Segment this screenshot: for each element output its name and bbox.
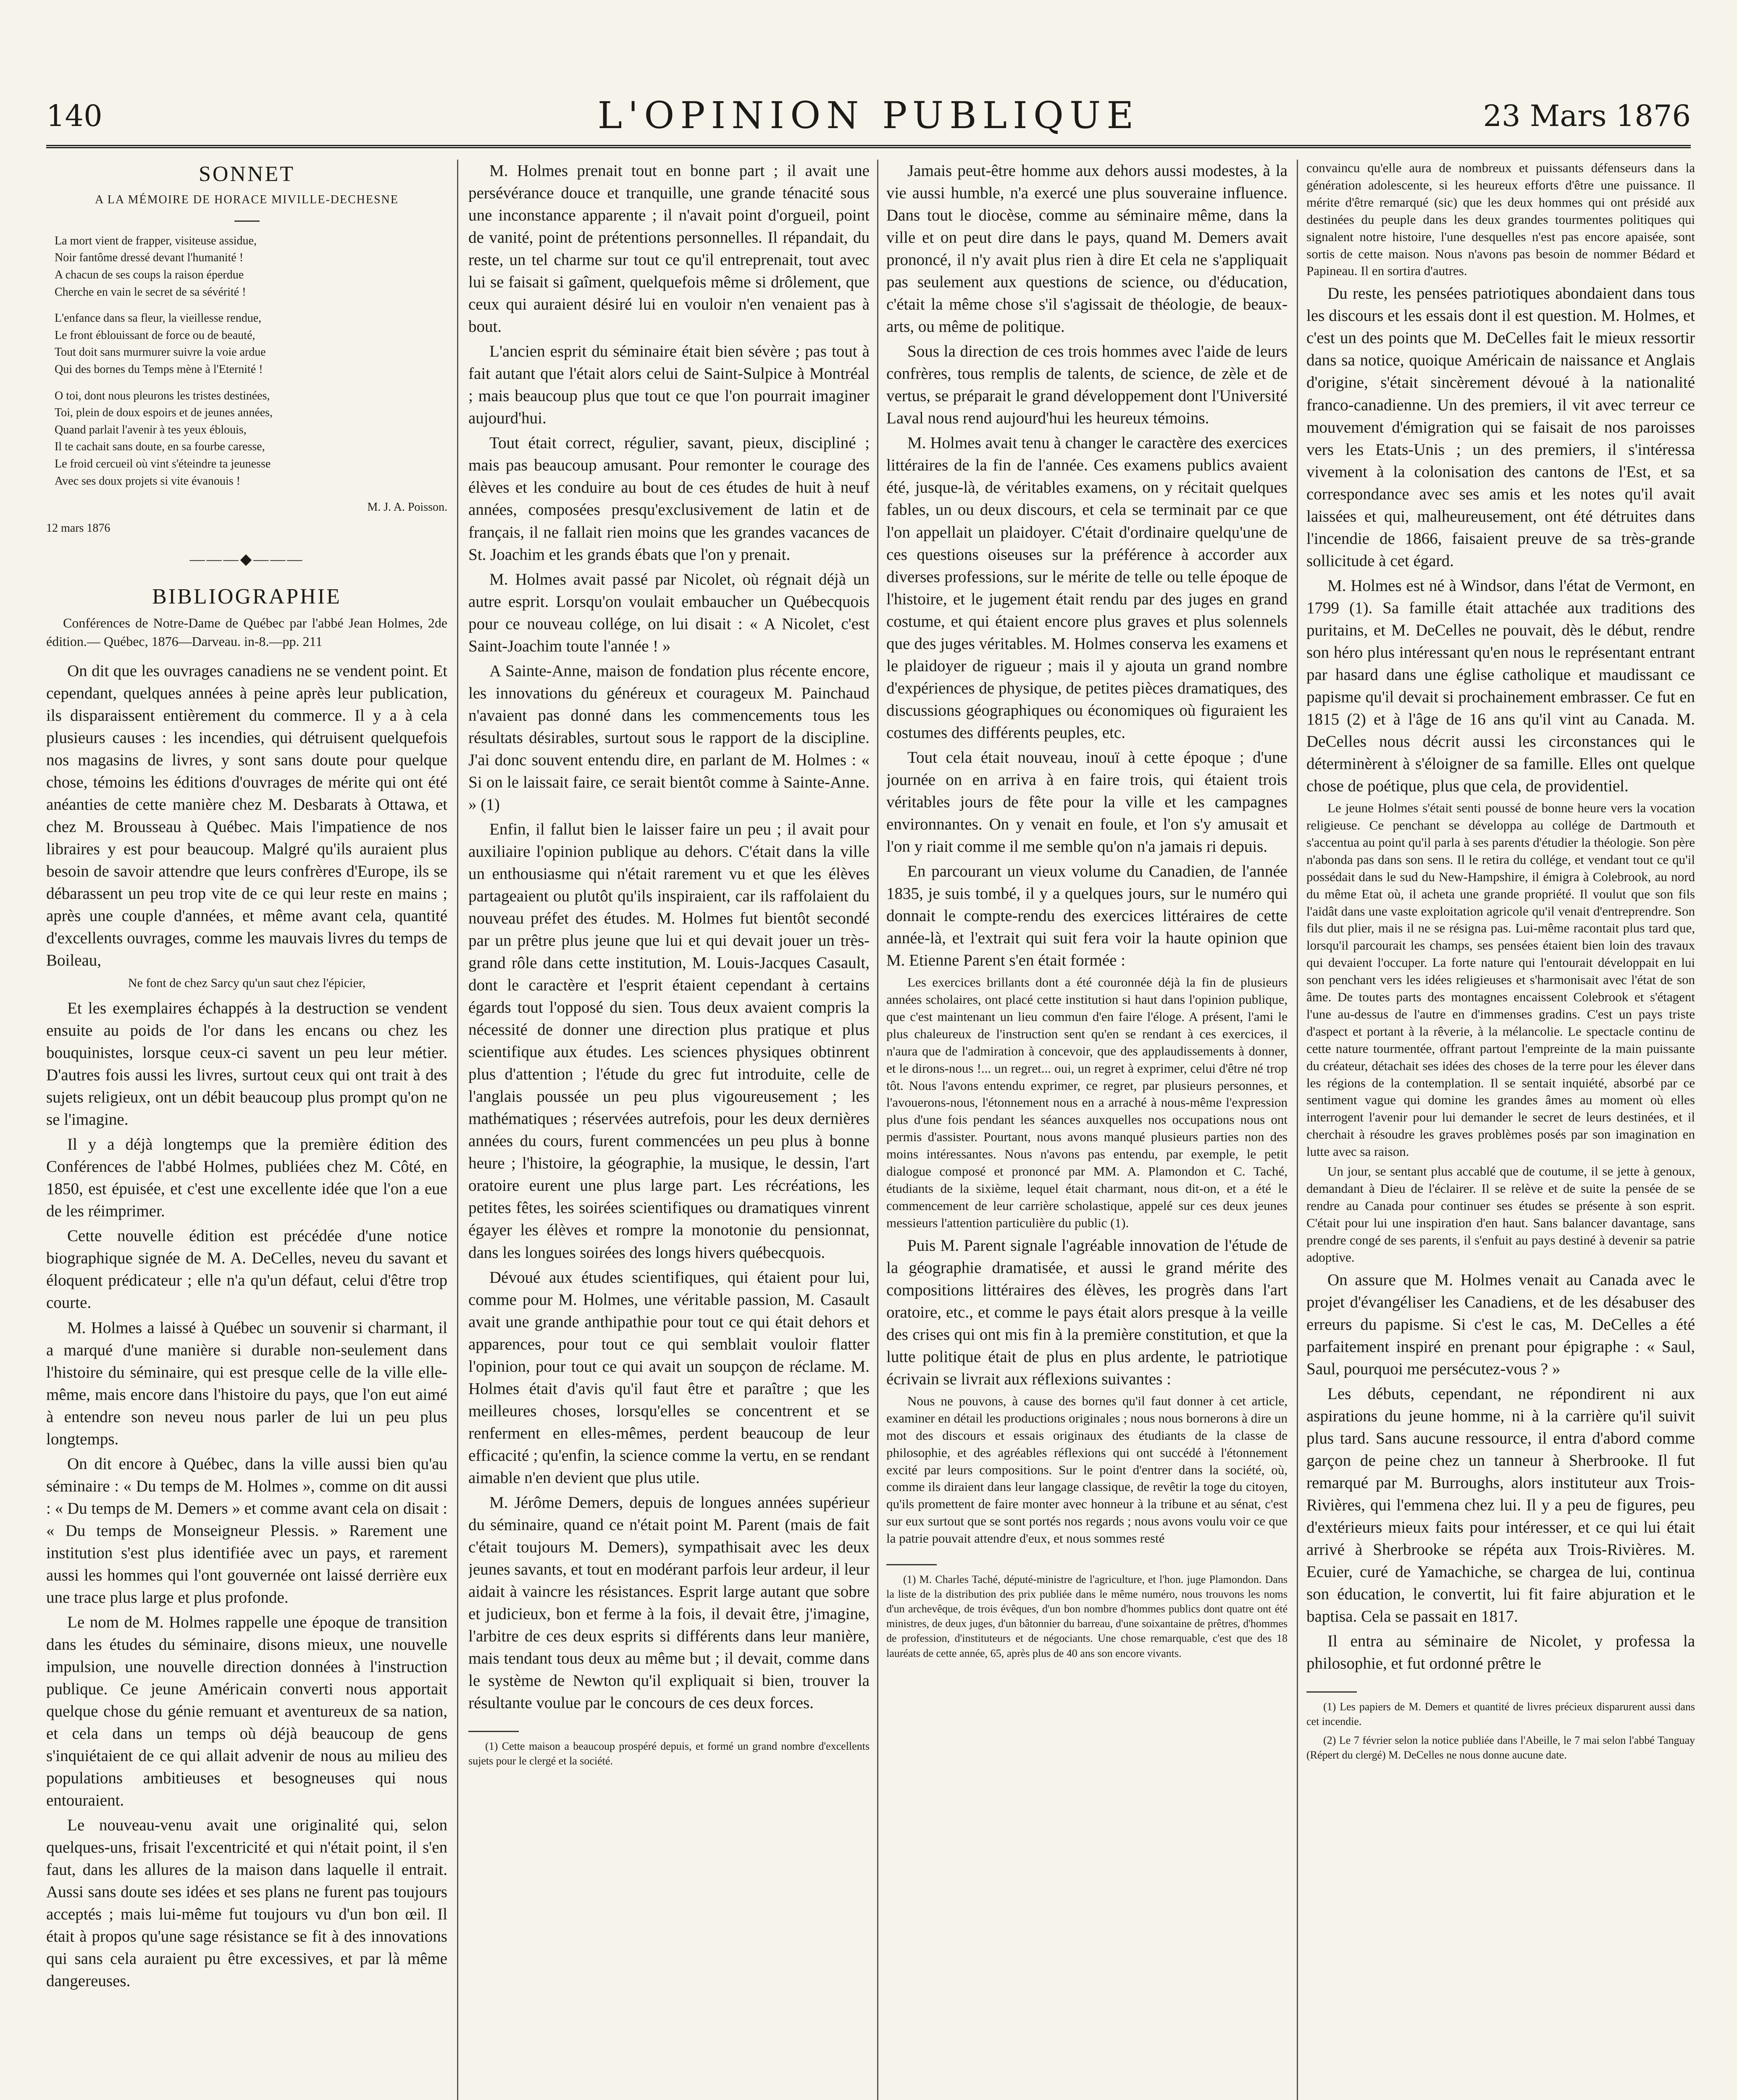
article-paragraph: Tout cela était nouveau, inouï à cette époque ; d'une journée on en arriva à en faire trois, qui étaient trois véritables jours de fête pour la ville et les campagnes environnantes. On y venait en foule, et l'on s'y amusait et l'on y riait comme il me semble qu'on n'a jamais ri depuis. <box>886 748 1288 856</box>
stanza-3 <box>55 388 447 490</box>
quoted-extract: Le jeune Holmes s'était senti poussé de bonne heure vers la vocation religieuse. Ce penchant se développa au collége de Dartmouth et s'accentua au point qu'il parla à ses parents d'étudier la théologie. Son père n'abonda pas dans son sens. Il le retira du collége, et vendant tout ce qu'il possédait dans le sud du New-Hampshire, il émigra à Colebrook, au nord du même Etat où, il acheta une grande propriété. Il voulut que son fils l'aidât dans une vaste exploitation agricole qu'il venait d'entreprendre. Son fils dut plier, mais il ne se résigna pas. Lui-même racontait plus tard que, lorsqu'il parcourait les champs, ses pensées étaient bien loin des travaux qui devaient l'occuper. La forte nature qui l'entourait développait en lui son penchant vers les idées religieuses et s'harmonisait avec l'état de son âme. De toutes parts des montagnes encaissent Colebrook et s'étagent l'une au-dessus de l'autre en d'immenses gradins. C'est un pays triste d'aspect et portant à la rêverie, à la mélancolie. Le spectacle continu de cette nature tourmentée, offrant partout l'empreinte de la main puissante du créateur, détachait ses idées des choses de la terre pour les élever dans les régions de la contemplation. Il se sentait inquiété, absorbé par ce sentiment vague qui domine les grandes âmes au moment où elles interrogent l'avenir pour lui demander le secret de leurs destinées, et il cherchait à résoudre les graves problèmes posés par son imagination en lutte avec sa raison. <box>1306 801 1695 1159</box>
footnote-rule <box>468 1731 519 1732</box>
article-paragraph: Sous la direction de ces trois hommes avec l'aide de leurs confrères, tous remplis de talents, de science, de zèle et de vertus, se préparait le grand développement dont l'Université Laval nous rend aujourd'hui les heureux témoins. <box>886 342 1288 428</box>
quoted-extract: convaincu qu'elle aura de nombreux et puissants défenseurs dans la génération adolescente, si les heureux efforts d'être une puissance. Il mérite d'être remarqué (sic) que les deux hommes qui ont présidé aux destinées du peuple dans les deux grandes tourmentes politiques qui signalent notre histoire, l'une desquelles n'est pas encore apaisée, sont sortis de cette maison. Nous n'avons pas besoin de nommer Bédard et Papineau. Il en sortira d'autres. <box>1306 160 1695 278</box>
article-paragraph: Puis M. Parent signale l'agréable innovation de l'étude de la géographie dramatisée, et aussi le grand mérite des compositions littéraires des élèves, les progrès dans l'art oratoire, etc., et comme le pays était alors presque à la veille des crises qui ont mis fin à la première constitution, et que la lutte politique était de plus en plus ardente, le patriotique écrivain se livrait aux réflexions suivantes : <box>886 1236 1288 1388</box>
article-paragraph: Le nom de M. Holmes rappelle une époque de transition dans les études du séminaire, disons mieux, une nouvelle impulsion, une nouvelle direction données à l'instruction publique. Ce jeune Américain converti nous apportait quelque chose du génie remuant et aventureux de sa nation, et cela dans un temps où déjà beaucoup de gens s'inquiétaient de ce qui allait advenir de nous au milieu des populations ambitieuses et besogneuses qui nous entouraient. <box>46 1613 447 1810</box>
poem-line: Noir fantôme dressé devant l'humanité ! <box>55 251 244 265</box>
quoted-extract: Nous ne pouvons, à cause des bornes qu'il faut donner à cet article, examiner en détail les productions originales ; nous nous bornerons à dire un mot des discours et essais originaux des étudiants de la classe de philosophie, et des agréables réflexions qui ont succédé à l'étonnement excité par leurs compositions. Sur le point d'entrer dans la société, où, comme ils diraient dans leur langage classique, de revêtir la toge du citoyen, qu'ils promettent de faire monter avec honneur à la tribune et au sénat, c'est sur eux surtout que se sont portés nos regards ; nous avons voulu voir ce que la patrie pouvait attendre d'eux, et nous sommes resté <box>886 1393 1288 1546</box>
article-paragraph: Il entra au séminaire de Nicolet, y professa la philosophie, et fut ordonné prêtre le <box>1306 1632 1695 1673</box>
ornament-divider: ―――◆――― <box>189 550 304 567</box>
quoted-verse: Ne font de chez Sarcy qu'un saut chez l'épicier, <box>128 976 366 990</box>
column-4 <box>1306 160 1695 2100</box>
column-rule <box>457 160 458 2100</box>
issue-date: 23 Mars 1876 <box>1483 99 1691 133</box>
footnote: (1) Les papiers de M. Demers et quantité de livres précieux disparurent aussi dans cet incendie. <box>1306 1701 1695 1728</box>
footnote: (1) Cette maison a beaucoup prospéré depuis, et formé un grand nombre d'excellents sujets pour le clergé et la société. <box>468 1740 870 1767</box>
article-paragraph: Du reste, les pensées patriotiques abondaient dans tous les discours et les essais dont il est question. M. Holmes, et c'est un des points que M. DeCelles fait le mieux ressortir dans sa notice, quoique Américain de naissance et Anglais d'origine, s'était sincèrement dévoué à la nationalité franco-canadienne. Un des premiers, il vit avec terreur ce mouvement d'émigration qui se faisait de nos paroisses vers les Etats-Unis ; un des premiers, il s'intéressa vivement à la colonisation des cantons de l'Est, et sa correspondance avec ses amis et les notes qu'il avait laissées et qui, malheureusement, ont été détruites dans l'incendie de 1866, faisaient preuve de sa très-grande sollicitude à cet égard. <box>1306 284 1695 570</box>
article-paragraph: On assure que M. Holmes venait au Canada avec le projet d'évangéliser les Canadiens, et de les désabuser des erreurs du papisme. Si c'est le cas, M. DeCelles a été parfaitement inspiré en prenant pour épigraphe : « Saul, Saul, pourquoi me persécutez-vous ? » <box>1306 1270 1695 1378</box>
column-rule <box>1297 160 1298 2100</box>
quoted-extract: Les exercices brillants dont a été couronnée déjà la fin de plusieurs années scholaires, ont placé cette institution si haut dans l'opinion publique, que c'est maintenant un lieu commun d'en faire l'éloge. A présent, l'ami le plus chaleureux de l'instruction sent qu'en se rendant à ces exercices, il n'aura que de l'admiration à concevoir, que des applaudissements à donner, et le dirons-nous !... un regret... oui, un regret à exprimer, celui d'être né trop tôt. Nous l'avons entendu exprimer, ce regret, par plusieurs personnes, et l'avouerons-nous, l'étonnement nous en a arraché à nous-même l'expression plus d'une fois pendant les séances auxquelles nos occupations nous ont permis d'assister. Pourtant, nous avons manqué plusieurs parties non des moins intéressantes. Nous n'avons pas entendu, par exemple, le petit dialogue composé et prononcé par MM. A. Plamondon et C. Taché, étudiants de la sixième, lequel était charmant, nous dit-on, et a été le commencement de leur carrière scholastique, appelé sur ces deux jeunes messieurs l'attention particulière du public (1). <box>886 975 1288 1230</box>
poem-line: Avec ses doux projets si vite évanouis ! <box>55 474 240 488</box>
footnote-rule <box>886 1564 937 1565</box>
sonnet-subtitle: A LA MÉMOIRE DE HORACE MIVILLE-DECHESNE <box>95 193 399 206</box>
article-paragraph: Et les exemplaires échappés à la destruction se vendent ensuite au poids de l'or dans les encans ou chez les bouquinistes, lorsque ceux-ci savent un peu leur métier. D'autres fois aussi les livres, surtout ceux qui ont trait à des sujets religieux, ont un débit beaucoup plus prompt qu'on ne se l'imagine. <box>46 999 447 1129</box>
article-paragraph: Enfin, il fallut bien le laisser faire un peu ; il avait pour auxiliaire l'opinion publique au dehors. C'était dans la ville un enthousiasme qui n'était rarement vu et que les élèves partageaient ou plutôt qu'ils inspiraient, car ils raffolaient du nouveau préfet des études. M. Holmes fut bientôt secondé par un prêtre plus jeune que lui et qui devait jouer un très-grand rôle dans cette institution, M. Louis-Jacques Casault, dont le caractère et l'esprit étaient cependant à certains égards tout l'opposé du sien. Tous deux avaient compris la nécessité de donner une direction plus pratique et plus scientifique aux études. Les sciences physiques obtinrent plus d'attention ; l'étude du grec fut introduite, celle de l'anglais poussée un peu plus vigoureusement ; les mathématiques ; réservées autrefois, pour les deux dernières années du cours, furent commencées un peu plus à bonne heure ; l'histoire, la géographie, la musique, le dessin, l'art oratoire eurent une plus large part. Les récréations, les petites fêtes, les soirées scientifiques ou dramatiques vinrent égayer les élèves et rompre la monotonie du pensionnat, dans les longues soirées des longs hivers québecquois. <box>468 820 870 1262</box>
bibliographie-title: BIBLIOGRAPHIE <box>152 584 342 609</box>
bibliographic-reference: Conférences de Notre-Dame de Québec par l'abbé Jean Holmes, 2de édition.— Québec, 1876—Darveau. in-8.—pp. 211 <box>46 615 447 649</box>
poem-line: A chacun de ses coups la raison éperdue <box>55 268 244 281</box>
sonnet-signature: M. J. A. Poisson. <box>367 501 447 514</box>
article-paragraph: M. Holmes avait passé par Nicolet, où régnait déjà un autre esprit. Lorsqu'on voulait embaucher un Québecquois pour ce nouveau collége, on lui disait : « A Nicolet, c'est Saint-Joachim toute l'année ! » <box>468 570 870 655</box>
article-paragraph: Tout était correct, régulier, savant, pieux, discipliné ; mais pas beaucoup amusant. Pour remonter le courage des élèves et les conduire au bout de ces études de huit à neuf années, composées presqu'exclusivement de latin et de français, il ne fallait rien moins que les grandes vacances de St. Joachim et les grands ébats que l'on y prenait. <box>468 434 870 564</box>
sonnet-title: SONNET <box>198 162 295 186</box>
article-paragraph: Dévoué aux études scientifiques, qui étaient pour lui, comme pour M. Holmes, une véritable passion, M. Casault avait une grande anthipathie pour tout ce qui était dehors et apparences, pour tout ce qui semblait vouloir flatter l'opinion, pour tout ce qui avait un soupçon de réclame. M. Holmes était d'avis qu'il faut être et paraître ; que les meilleures choses, lorsqu'elles se concentrent et se renferment en elles-mêmes, perdent beaucoup de leur efficacité ; qu'enfin, la science comme la vertu, en se rendant aimable n'en devient que plus utile. <box>468 1268 870 1487</box>
poem-line: L'enfance dans sa fleur, la vieillesse rendue, <box>55 312 262 325</box>
article-paragraph: On dit que les ouvrages canadiens ne se vendent point. Et cependant, quelques années à peine après leur publication, ils disparaissent entièrement du commerce. Il y a à cela plusieurs causes : les incendies, qui détruisent quelquefois nos magasins de livres, y sont sans doute pour quelque chose, témoins les éditions d'ouvrages de mérite qui ont été anéanties de cette manière chez M. Desbarats à Ottawa, et chez M. Brousseau à Québec. Mais l'impatience de nos libraires y est pour beaucoup. Malgré qu'ils auraient plus besoin de savoir attendre que leurs confrères d'Europe, ils se débarassent un peu trop vite de ce qui leur reste en mains ; après une couple d'années, et même avant cela, quantité d'excellents ouvrages, comme les mauvais livres du temps de Boileau, <box>46 662 447 970</box>
column-2 <box>468 160 870 2100</box>
article-paragraph: M. Holmes prenait tout en bonne part ; il avait une persévérance douce et tranquille, une grande ténacité sous une inconstance apparente ; il n'avait point d'orgueil, point de vanité, point de prétentions personnelles. Il répandait, du reste, un tel charme sur tout ce qu'il entreprenait, tout avec lui se faisait si gaîment, quelquefois même si drôlement, que ceux qui auraient désiré lui en vouloir n'en venaient pas à bout. <box>468 162 870 336</box>
sonnet-poem <box>46 233 447 516</box>
article-paragraph: Il y a déjà longtemps que la première édition des Conférences de l'abbé Holmes, publiées chez M. Côté, en 1850, est épuisée, et c'est une excellente idée que l'on a eue de les réimprimer. <box>46 1135 447 1221</box>
poem-line: Le froid cercueil où vint s'éteindre ta jeunesse <box>55 457 271 470</box>
newspaper-title: L'OPINION PUBLIQUE <box>597 94 1140 137</box>
poem-line: La mort vient de frapper, visiteuse assidue, <box>55 234 257 247</box>
poem-line: Tout doit sans murmurer suivre la voie ardue <box>55 346 266 359</box>
article-paragraph: Jamais peut-être homme aux dehors aussi modestes, à la vie aussi humble, n'a exercé une plus souveraine influence. Dans tout le diocèse, comme au séminaire même, dans la ville et on peut dire dans le pays, quand M. Demers avait prononcé, il n'y avait plus rien à dire Et cela ne s'appliquait pas seulement aux questions de science, ou d'éducation, c'était la même chose s'il s'agissait de théologie, de beaux-arts, ou même de politique. <box>886 162 1288 336</box>
article-paragraph: En parcourant un vieux volume du Canadien, de l'année 1835, je suis tombé, il y a quelques jours, sur le numéro qui donnait le compte-rendu des exercices littéraires de cette année-là, et l'extrait qui suit fera voir la haute opinion que M. Etienne Parent s'en était formée : <box>886 862 1288 970</box>
stanza-2 <box>55 310 447 378</box>
footnote-rule <box>1306 1691 1357 1693</box>
article-paragraph: L'ancien esprit du séminaire était bien sévère ; pas tout à fait autant que l'était alors celui de Saint-Sulpice à Montréal ; mais beaucoup plus que tout ce que l'on pourrait imaginer aujourd'hui. <box>468 342 870 428</box>
page-number: 140 <box>46 99 102 133</box>
article-paragraph: On dit encore à Québec, dans la ville aussi bien qu'au séminaire : « Du temps de M. Holmes », comme on dit aussi : « Du temps de M. Demers » et comme avant cela on disait : « Du temps de Monseigneur Plessis. » Rarement une institution s'est plus identifiée avec un pays, et rarement aussi les hommes qui l'ont gouvernée ont laissé derrière eux une trace plus large et plus profonde. <box>46 1454 447 1606</box>
article-paragraph: Les débuts, cependant, ne répondirent ni aux aspirations du jeune homme, ni à la carrière qu'il suivit plus tard. Sans aucune ressource, il entra d'abord comme garçon de peine chez un tanneur à Sherbrooke. Il fut remarqué par M. Burroughs, alors instituteur aux Trois-Rivières, qui l'emmena chez lui. Il y a peu de figures, peu d'extérieurs mieux faits pour intéresser, et ce qui lui était arrivé à Sherbrooke se répéta aux Trois-Rivières. M. Ecuier, curé de Yamachiche, se chargea de lui, continua son éducation, le convertit, lui fit faire abjuration et le baptisa. Cela se passait en 1817. <box>1306 1384 1695 1625</box>
column-3 <box>886 160 1288 2100</box>
sonnet-date: 12 mars 1876 <box>46 521 110 535</box>
poem-line: O toi, dont nous pleurons les tristes destinées, <box>55 389 270 402</box>
poem-line: Quand parlait l'avenir à tes yeux éblouis, <box>55 423 247 436</box>
article-paragraph: M. Holmes est né à Windsor, dans l'état de Vermont, en 1799 (1). Sa famille était attachée aux traditions des puritains, et M. DeCelles ne pouvait, dès le début, rendre son héro plus intéressant qu'en nous le représentant entrant par hasard dans une église catholique et maudissant ce papisme qu'il devait si prochainement embrasser. Ce fut en 1815 (2) et à l'âge de 16 ans qu'il vint au Canada. M. DeCelles nous décrit aussi les circonstances qui le déterminèrent à s'éloigner de sa famille. Elles ont quelque chose de poétique, plus que cela, de providentiel. <box>1306 576 1695 795</box>
poem-line: Le front éblouissant de force ou de beauté, <box>55 328 255 342</box>
article-paragraph: M. Holmes a laissé à Québec un souvenir si charmant, il a marqué d'une manière si durable non-seulement dans l'histoire du séminaire, qui est presque celle de la ville elle-même, mais encore dans l'histoire du pays, que l'on eut aimé à entendre son neveu nous parler de lui un peu plus longtemps. <box>46 1318 447 1448</box>
article-paragraph: M. Jérôme Demers, depuis de longues années supérieur du séminaire, quand ce n'était point M. Parent (mais de fait c'était toujours M. Demers), sympathisait avec les deux jeunes savants, et tout en modérant parfois leur ardeur, il leur aidait à vaincre les résistances. Esprit large autant que sobre et judicieux, bon et ferme à la fois, il devait être, j'imagine, l'arbitre de ces deux esprits si différents dans leur manière, mais tendant tous deux au même but ; il devait, comme dans le système de Newton qu'il expliquait si bien, trouver la résultante voulue par le concours de ces deux forces. <box>468 1493 870 1712</box>
footnote: (1) M. Charles Taché, député-ministre de l'agriculture, et l'hon. juge Plamondon. Dans la liste de la distribution des prix publiée dans le même numéro, nous trouvons les noms d'un archevêque, de trois évêques, d'un bon nombre d'hommes publics dont quatre ont été ministres, de deux juges, d'un bâtonnier du barreau, d'une soixantaine de prêtres, d'hommes de profession, d'instituteurs et de négociants. Une chose remarquable, c'est que des 18 lauréats de cette année, 65, après plus de 40 ans son encore vivants. <box>886 1573 1288 1659</box>
article-paragraph: A Sainte-Anne, maison de fondation plus récente encore, les innovations du généreux et courageux M. Painchaud n'avaient pas donné dans les commencements tous les résultats désirables, surtout sous le rapport de la discipline. J'ai donc souvent entendu dire, en parlant de M. Holmes : « Si on le laissait faire, ce serait bientôt comme à Sainte-Anne. » (1) <box>468 662 870 814</box>
quoted-extract: Un jour, se sentant plus accablé que de coutume, il se jette à genoux, demandant à Dieu de l'éclairer. Il se relève et de suite la pensée de se rendre au Canada pour continuer ses études se présente à son esprit. C'était pour lui une inspiration d'en haut. Sans balancer davantage, sans prendre congé de ses parents, il s'enfuit au pays destiné à devenir sa patrie adoptive. <box>1306 1164 1695 1265</box>
poem-line: Toi, plein de doux espoirs et de jeunes années, <box>55 406 273 420</box>
article-paragraph: M. Holmes avait tenu à changer le caractère des exercices littéraires de la fin de l'année. Ces examens publics avaient été, jusque-là, de véritables examens, on y récitait quelques fables, un ou deux discours, et cela se terminait par ce que l'on appellait un plaidoyer. C'était d'ordinaire quelqu'une de ces questions oiseuses sur la préférence à accorder aux diverses professions, sur le mérite de telle ou telle époque de l'histoire, et le jugement était rendu par des juges en grand costume, et qui étaient encore plus graves et plus solennels que des juges véritables. M. Holmes conserva les examens et le plaidoyer de rigueur ; mais il y ajouta un grand nombre d'expériences de physique, de petites pièces dramatiques, des discussions géographiques ou économiques où figuraient les costumes des différents peuples, etc. <box>886 434 1288 742</box>
stanza-1 <box>55 233 447 301</box>
masthead <box>46 86 1691 148</box>
column-1 <box>46 160 447 2100</box>
column-rule <box>877 160 878 2100</box>
poem-line: Qui des bornes du Temps mène à l'Eternité ! <box>55 362 263 376</box>
footnote: (2) Le 7 février selon la notice publiée dans l'Abeille, le 7 mai selon l'abbé Tanguay (Répert du clergé) M. DeCelles ne nous donne aucune date. <box>1306 1734 1695 1761</box>
divider <box>234 220 260 222</box>
poem-line: Il te cachait sans doute, en sa fourbe caresse, <box>55 440 265 454</box>
poem-line: Cherche en vain le secret de sa sévérité ! <box>55 285 246 299</box>
article-paragraph: Cette nouvelle édition est précédée d'une notice biographique signée de M. A. DeCelles, neveu du savant et éloquent prédicateur ; elle n'a qu'un défaut, celui d'être trop courte. <box>46 1227 447 1312</box>
article-paragraph: Le nouveau-venu avait une originalité qui, selon quelques-uns, frisait l'excentricité et qui n'était point, il s'en faut, dans les allures de la maison dans laquelle il entrait. Aussi sans doute ses idées et ses plans ne furent pas toujours acceptés ; mais lui-même fut toujours vu d'un bon œil. Il était à propos qu'une sage résistance se fit à des innovations qui sans cela auraient pu être excessives, et par là même dangereuses. <box>46 1816 447 1990</box>
